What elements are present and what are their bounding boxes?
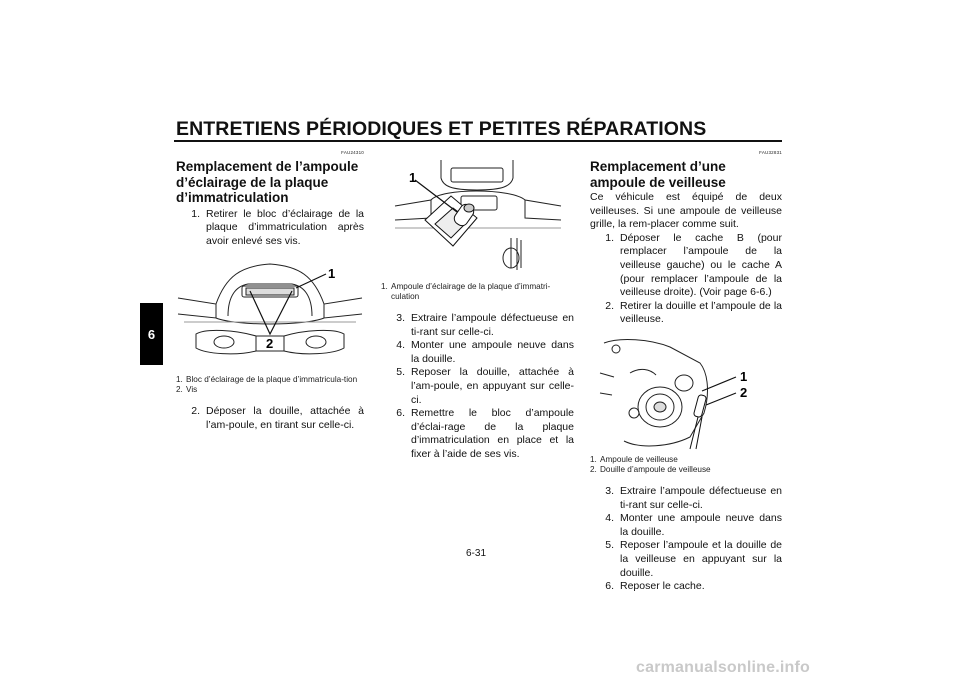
figure-caption — [176, 375, 364, 395]
step-list — [590, 232, 782, 327]
step-number: 4. — [396, 339, 405, 352]
caption-item — [590, 455, 782, 465]
column-2 — [381, 158, 574, 462]
step-text: Monter une ampoule neuve dans la douille. — [620, 512, 782, 538]
step-text: Déposer la douille, attachée à l’am-poule, en tirant sur celle-ci. — [206, 405, 364, 431]
caption-number: 1. — [590, 454, 597, 464]
step-number: 4. — [605, 512, 614, 525]
column-3 — [590, 150, 782, 594]
caption-number: 2. — [590, 464, 597, 474]
column-1 — [176, 150, 364, 432]
title-rule — [174, 140, 782, 142]
step-item — [590, 539, 782, 580]
figure-caption — [381, 282, 574, 302]
callout-2: 2 — [740, 384, 748, 400]
intro-paragraph: Ce véhicule est équipé de deux veilleuses. Si une ampoule de veilleuse grille, la rem-placer comme suit. — [590, 191, 782, 231]
caption-text: Douille d’ampoule de veilleuse — [600, 464, 711, 474]
step-number: 2. — [191, 405, 200, 418]
step-item — [590, 580, 782, 594]
caption-number: 2. — [176, 385, 183, 395]
step-number: 2. — [605, 299, 614, 312]
step-number: 3. — [605, 484, 614, 497]
step-item — [590, 300, 782, 327]
caption-item — [590, 465, 782, 475]
step-text: Monter une ampoule neuve dans la douille. — [411, 339, 574, 365]
figure-license-bulb — [381, 158, 574, 278]
step-item — [176, 208, 364, 249]
section-title: Remplacement de l’ampoule d’éclairage de la plaque d’immatriculation — [176, 159, 359, 205]
caption-text: Ampoule d’éclairage de la plaque d’immatri-culation — [391, 282, 551, 301]
step-item — [381, 339, 574, 366]
step-text: Reposer l’ampoule et la douille de la veilleuse en appuyant sur la douille. — [620, 539, 782, 579]
step-number: 1. — [191, 207, 200, 220]
step-list — [381, 312, 574, 462]
callout-1: 1 — [409, 170, 417, 185]
step-text: Reposer le cache. — [620, 580, 705, 593]
figure-caption — [590, 455, 782, 475]
step-number: 3. — [396, 312, 405, 324]
caption-item — [176, 375, 364, 385]
caption-number: 1. — [381, 282, 388, 291]
section-title: Remplacement d’une ampoule de veilleuse — [590, 159, 726, 190]
step-number: 5. — [605, 539, 614, 552]
callout-2: 2 — [266, 336, 274, 352]
step-item — [590, 485, 782, 512]
page-number: 6-31 — [466, 548, 487, 559]
watermark: carmanualsonline.info — [636, 659, 811, 676]
callout-1: 1 — [740, 368, 748, 384]
chapter-tab: 6 — [140, 303, 163, 365]
step-item — [381, 312, 574, 339]
step-item — [590, 512, 782, 539]
step-text: Retirer la douille et l’ampoule de la veilleuse. — [620, 299, 782, 326]
figure-position-light — [590, 333, 782, 453]
step-item — [381, 407, 574, 461]
step-text: Retirer le bloc d’éclairage de la plaque d’immatriculation après avoir enlevé ses vis. — [206, 207, 364, 247]
step-number: 1. — [605, 231, 614, 244]
caption-text: Ampoule de veilleuse — [600, 454, 678, 464]
caption-text: Vis — [186, 385, 198, 395]
page-title: ENTRETIENS PÉRIODIQUES ET PETITES RÉPARATIONS — [176, 118, 707, 140]
step-text: Extraire l’ampoule défectueuse en ti-rant sur celle-ci. — [411, 312, 574, 338]
step-number: 5. — [396, 366, 405, 379]
step-item — [590, 232, 782, 300]
caption-text: Bloc d’éclairage de la plaque d’immatricula-tion — [186, 375, 358, 385]
section-code: FAU32831 — [759, 150, 782, 155]
step-number: 6. — [605, 580, 614, 593]
callout-1: 1 — [328, 266, 336, 282]
caption-item — [176, 385, 364, 395]
step-item — [176, 405, 364, 432]
section-code: FAU24310 — [341, 150, 364, 155]
step-item — [381, 366, 574, 407]
step-number: 6. — [396, 407, 405, 420]
step-list — [590, 485, 782, 594]
figure-license-plate-light — [176, 256, 364, 371]
step-text: Remettre le bloc d’ampoule d’éclai-rage de la plaque d’immatriculation en place et la fixer à l’aide de ses vis. — [411, 407, 574, 460]
caption-item — [381, 282, 574, 302]
step-text: Déposer le cache B (pour remplacer l’ampoule de la veilleuse gauche) ou le cache A (pour remplacer l’ampoule de la veilleuse droite). (Voir page 6-6.) — [620, 231, 782, 299]
step-text: Reposer la douille, attachée à l’am-poule, en appuyant sur celle-ci. — [411, 366, 574, 406]
step-text: Extraire l’ampoule défectueuse en ti-rant sur celle-ci. — [620, 484, 782, 511]
caption-number: 1. — [176, 375, 183, 385]
